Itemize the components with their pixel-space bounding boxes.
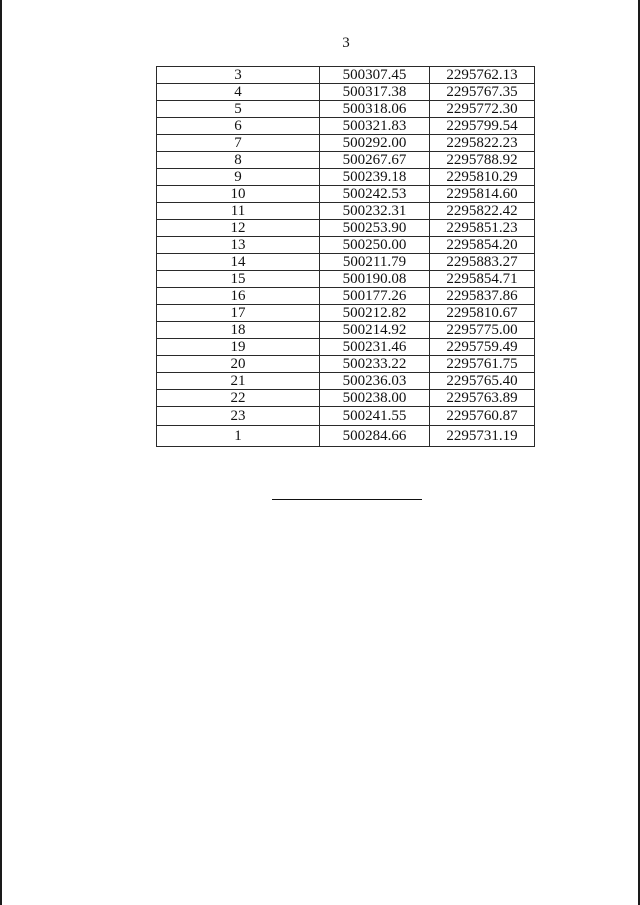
table-row <box>157 84 535 101</box>
point-number: 22 <box>157 390 320 407</box>
coordinate-y: 2295810.29 <box>430 169 535 186</box>
point-number: 21 <box>157 373 320 390</box>
coordinate-y: 2295761.75 <box>430 356 535 373</box>
coordinate-y: 2295799.54 <box>430 118 535 135</box>
table-row <box>157 322 535 339</box>
table-row <box>157 407 535 426</box>
point-number: 15 <box>157 271 320 288</box>
table-row <box>157 101 535 118</box>
coordinate-y: 2295851.23 <box>430 220 535 237</box>
coordinate-y: 2295854.20 <box>430 237 535 254</box>
coordinate-x: 500190.08 <box>320 271 430 288</box>
coordinate-y: 2295814.60 <box>430 186 535 203</box>
table-row <box>157 426 535 447</box>
point-number: 8 <box>157 152 320 169</box>
table-row <box>157 390 535 407</box>
table-row <box>157 237 535 254</box>
coordinate-x: 500321.83 <box>320 118 430 135</box>
table-row <box>157 67 535 84</box>
point-number: 1 <box>157 426 320 447</box>
point-number: 4 <box>157 84 320 101</box>
coordinate-x: 500267.67 <box>320 152 430 169</box>
coordinate-y: 2295731.19 <box>430 426 535 447</box>
table-row <box>157 152 535 169</box>
coordinate-y: 2295810.67 <box>430 305 535 322</box>
coordinate-x: 500292.00 <box>320 135 430 152</box>
point-number: 3 <box>157 67 320 84</box>
point-number: 7 <box>157 135 320 152</box>
coordinate-y: 2295775.00 <box>430 322 535 339</box>
coordinate-y: 2295767.35 <box>430 84 535 101</box>
table-row <box>157 271 535 288</box>
coordinate-y: 2295760.87 <box>430 407 535 426</box>
coordinate-x: 500232.31 <box>320 203 430 220</box>
coordinate-x: 500177.26 <box>320 288 430 305</box>
table-row <box>157 288 535 305</box>
table-row <box>157 356 535 373</box>
coordinate-x: 500214.92 <box>320 322 430 339</box>
table-row <box>157 203 535 220</box>
point-number: 14 <box>157 254 320 271</box>
table-row <box>157 118 535 135</box>
coordinate-x: 500236.03 <box>320 373 430 390</box>
coordinate-x: 500238.00 <box>320 390 430 407</box>
point-number: 16 <box>157 288 320 305</box>
table-row <box>157 373 535 390</box>
table-row <box>157 169 535 186</box>
point-number: 19 <box>157 339 320 356</box>
coordinate-x: 500253.90 <box>320 220 430 237</box>
coordinate-x: 500242.53 <box>320 186 430 203</box>
coordinate-x: 500233.22 <box>320 356 430 373</box>
point-number: 9 <box>157 169 320 186</box>
point-number: 12 <box>157 220 320 237</box>
coordinate-x: 500284.66 <box>320 426 430 447</box>
coordinate-y: 2295822.23 <box>430 135 535 152</box>
coordinate-x: 500239.18 <box>320 169 430 186</box>
table-row <box>157 220 535 237</box>
coordinate-y: 2295837.86 <box>430 288 535 305</box>
table-row <box>157 254 535 271</box>
point-number: 18 <box>157 322 320 339</box>
coordinate-x: 500212.82 <box>320 305 430 322</box>
point-number: 17 <box>157 305 320 322</box>
point-number: 11 <box>157 203 320 220</box>
table-row <box>157 186 535 203</box>
scan-edge-left <box>0 0 2 905</box>
coordinate-y: 2295765.40 <box>430 373 535 390</box>
point-number: 10 <box>157 186 320 203</box>
end-of-document-rule <box>272 499 422 500</box>
coordinate-y: 2295883.27 <box>430 254 535 271</box>
coordinate-y: 2295854.71 <box>430 271 535 288</box>
coordinate-y: 2295772.30 <box>430 101 535 118</box>
coordinate-x: 500250.00 <box>320 237 430 254</box>
coordinate-x: 500211.79 <box>320 254 430 271</box>
table-row <box>157 305 535 322</box>
coordinate-y: 2295788.92 <box>430 152 535 169</box>
point-number: 6 <box>157 118 320 135</box>
coordinate-x: 500241.55 <box>320 407 430 426</box>
coordinate-x: 500318.06 <box>320 101 430 118</box>
table-row <box>157 339 535 356</box>
coordinate-x: 500307.45 <box>320 67 430 84</box>
point-number: 20 <box>157 356 320 373</box>
page-number: 3 <box>342 35 350 51</box>
coordinate-x: 500231.46 <box>320 339 430 356</box>
coordinate-y: 2295822.42 <box>430 203 535 220</box>
point-number: 5 <box>157 101 320 118</box>
point-number: 23 <box>157 407 320 426</box>
coordinate-y: 2295759.49 <box>430 339 535 356</box>
coordinate-x: 500317.38 <box>320 84 430 101</box>
coordinates-table <box>156 66 535 447</box>
coordinate-y: 2295763.89 <box>430 390 535 407</box>
coordinate-y: 2295762.13 <box>430 67 535 84</box>
table-row <box>157 135 535 152</box>
point-number: 13 <box>157 237 320 254</box>
